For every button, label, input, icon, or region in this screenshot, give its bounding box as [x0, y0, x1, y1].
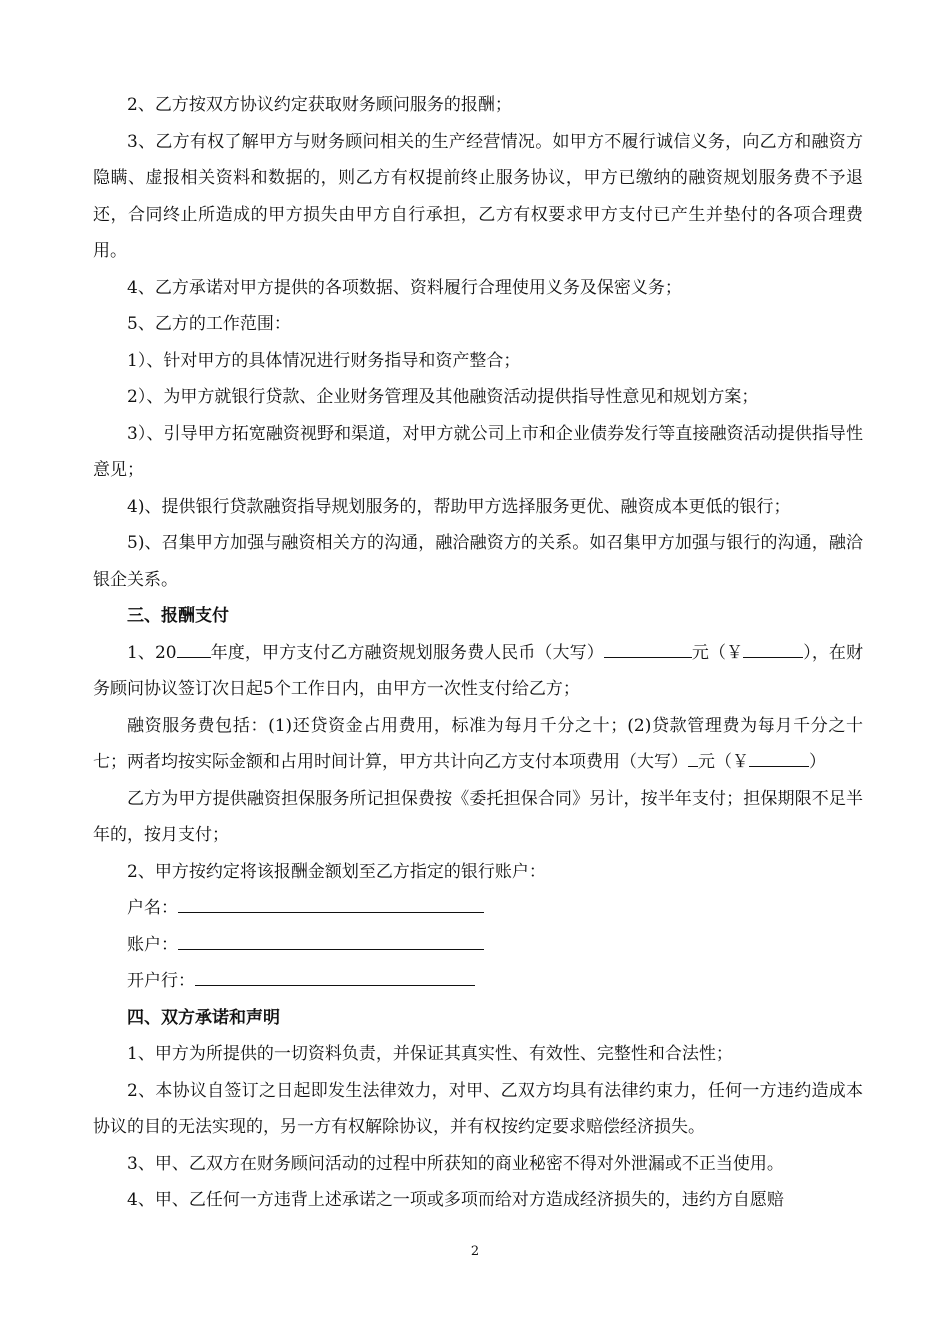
account-name-blank — [178, 893, 484, 913]
bank-blank — [195, 966, 475, 986]
list-item-scope-4: 4)、提供银行贷款融资指导规划服务的，帮助甲方选择服务更优、融资成本更低的银行； — [127, 496, 791, 517]
document-body — [93, 87, 863, 1219]
bank-label: 开户行： — [127, 971, 195, 991]
paragraph-right-to-information: 3、乙方有权了解甲方与财务顾问相关的生产经营情况。如甲方不履行诚信义务，向乙方和融资方隐瞒、虚报相关资料和数据的，则乙方有权提前终止服务协议，甲方已缴纳的融资规划服务费不予退还，合同终止所造成的甲方损失由甲方自行承担，乙方有权要求甲方支付已产生并垫付的各项合理费用。 — [93, 131, 863, 261]
list-item-scope-5: 5)、召集甲方加强与融资相关方的沟通，融洽融资方的关系。如召集甲方加强与银行的沟通，融洽银企关系。 — [93, 533, 863, 590]
annual-fee-yuan: 元（￥ — [691, 642, 744, 663]
service-fee-close: ） — [809, 752, 826, 772]
paragraph-confidentiality: 4、乙方承诺对甲方提供的各项数据、资料履行合理使用义务及保密义务； — [127, 277, 682, 298]
page-number: 2 — [470, 1244, 480, 1259]
paragraph-commitment-2: 2、本协议自签订之日起即发生法律效力，对甲、乙双方均具有法律约束力，任何一方违约造成本协议的目的无法实现的，另一方有权解除协议，并有权按约定要求赔偿经济损失。 — [93, 1080, 863, 1137]
list-item-scope-1: 1）、针对甲方的具体情况进行财务指导和资产整合； — [127, 350, 521, 371]
account-name-label: 户名： — [127, 898, 178, 918]
list-item-scope-2: 2）、为甲方就银行贷款、企业财务管理及其他融资活动提供指导性意见和规划方案； — [127, 387, 759, 407]
field-account-number — [93, 927, 863, 964]
paragraph-remuneration-right: 2、乙方按双方协议约定获取财务顾问服务的报酬； — [127, 95, 512, 115]
list-item-scope-3: 3）、引导甲方拓宽融资视野和渠道，对甲方就公司上市和企业债券发行等直接融资活动提供指导性意见； — [93, 423, 863, 480]
year-blank — [177, 638, 211, 658]
paragraph-annual-fee — [93, 635, 863, 708]
service-fee-figure-blank — [749, 747, 809, 767]
service-fee-text: 融资服务费包括：(1)还贷资金占用费用，标准为每月千分之十；(2)贷款管理费为每月千分之十七；两者均按实际金额和占用时间计算，甲方共计向乙方支付本项费用（大写） — [93, 715, 863, 772]
account-number-label: 账户： — [127, 934, 178, 955]
section-heading-commitments: 四、双方承诺和声明 — [127, 1007, 280, 1028]
field-bank — [93, 963, 863, 1000]
paragraph-bank-transfer: 2、甲方按约定将该报酬金额划至乙方指定的银行账户： — [127, 861, 546, 882]
paragraph-commitment-3: 3、甲、乙双方在财务顾问活动的过程中所获知的商业秘密不得对外泄漏或不正当使用。 — [127, 1153, 784, 1174]
paragraph-commitment-4: 4、甲、乙任何一方违背上述承诺之一项或多项而给对方造成经济损失的，违约方自愿赔 — [127, 1190, 784, 1210]
paragraph-service-fee — [93, 708, 863, 781]
paragraph-commitment-1: 1、甲方为所提供的一切资料负责，并保证其真实性、有效性、完整性和合法性； — [127, 1044, 733, 1064]
amount-words-blank — [604, 638, 692, 658]
amount-figure-blank — [743, 638, 803, 658]
annual-fee-text: 年度，甲方支付乙方融资规划服务费人民币（大写） — [210, 642, 604, 663]
service-fee-yuan: 元（￥ — [698, 752, 749, 772]
paragraph-guarantee-fee: 乙方为甲方提供融资担保服务所记担保费按《委托担保合同》另计，按半年支付；担保期限不足半年的，按月支付； — [93, 788, 863, 845]
annual-fee-prefix: 1、20 — [127, 642, 177, 663]
section-heading-payment: 三、报酬支付 — [127, 606, 229, 626]
paragraph-work-scope: 5、乙方的工作范围： — [127, 314, 291, 334]
annual-fee-suffix: ），在财务顾问协议签订次日起5个工作日内，由甲方一次性支付给乙方； — [93, 642, 864, 699]
account-number-blank — [178, 930, 484, 950]
field-account-name — [93, 890, 863, 927]
service-fee-words-blank — [688, 747, 698, 767]
